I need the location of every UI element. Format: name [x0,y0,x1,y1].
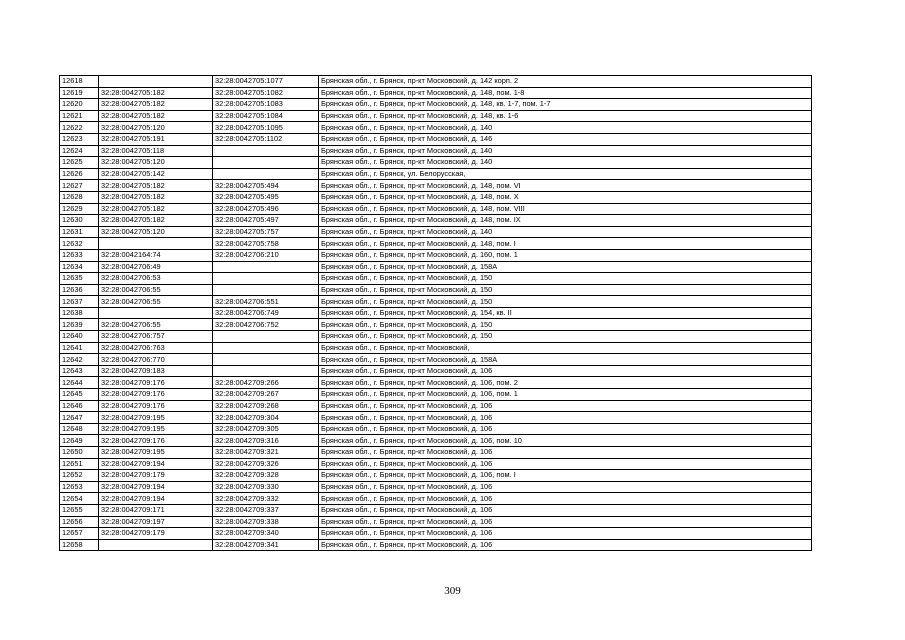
parcel-number-cell: 32:28:0042705:191 [99,133,213,145]
row-number-cell: 12621 [60,110,99,122]
address-cell: Брянская обл., г. Брянск, пр-кт Московский, д. 106 [319,458,812,470]
registry-table-body [60,76,812,551]
parcel-number-cell: 32:28:0042705:182 [99,110,213,122]
object-number-cell: 32:28:0042709:268 [213,400,319,412]
parcel-number-cell: 32:28:0042709:197 [99,516,213,528]
table-row [60,354,812,366]
address-cell: Брянская обл., г. Брянск, пр-кт Московский, д. 106 [319,400,812,412]
address-cell: Брянская обл., г. Брянск, пр-кт Московский, д. 148, пом. 1-8 [319,87,812,99]
address-cell: Брянская обл., г. Брянск, пр-кт Московский, д. 148, пом. VIII [319,203,812,215]
object-number-cell: 32:28:0042705:757 [213,226,319,238]
parcel-number-cell: 32:28:0042705:118 [99,145,213,157]
parcel-number-cell: 32:28:0042709:176 [99,377,213,389]
address-cell: Брянская обл., г. Брянск, пр-кт Московский, д. 150 [319,284,812,296]
object-number-cell: 32:28:0042709:316 [213,435,319,447]
parcel-number-cell: 32:28:0042709:183 [99,365,213,377]
parcel-number-cell: 32:28:0042709:176 [99,435,213,447]
row-number-cell: 12624 [60,145,99,157]
table-row [60,296,812,308]
table-row [60,342,812,354]
address-cell: Брянская обл., г. Брянск, пр-кт Московский, д. 106, пом. 10 [319,435,812,447]
parcel-number-cell [99,238,213,250]
parcel-number-cell: 32:28:0042706:49 [99,261,213,273]
parcel-number-cell: 32:28:0042706:763 [99,342,213,354]
table-row [60,168,812,180]
parcel-number-cell: 32:28:0042705:182 [99,180,213,192]
row-number-cell: 12626 [60,168,99,180]
table-row [60,145,812,157]
address-cell: Брянская обл., г. Брянск, пр-кт Московский, д. 106, пом. I [319,470,812,482]
row-number-cell: 12640 [60,331,99,343]
address-cell: Брянская обл., г. Брянск, пр-кт Московский, д. 146 [319,133,812,145]
row-number-cell: 12629 [60,203,99,215]
address-cell: Брянская обл., г. Брянск, пр-кт Московский, д. 106 [319,481,812,493]
parcel-number-cell: 32:28:0042709:194 [99,481,213,493]
table-row [60,157,812,169]
row-number-cell: 12656 [60,516,99,528]
object-number-cell: 32:28:0042709:328 [213,470,319,482]
table-row [60,215,812,227]
parcel-number-cell: 32:28:0042705:182 [99,203,213,215]
parcel-number-cell: 32:28:0042709:194 [99,458,213,470]
address-cell: Брянская обл., г. Брянск, пр-кт Московский, д. 148, пом. I [319,238,812,250]
address-cell: Брянская обл., г. Брянск, пр-кт Московский, д. 140 [319,157,812,169]
row-number-cell: 12641 [60,342,99,354]
address-cell: Брянская обл., г. Брянск, пр-кт Московский, д. 148, кв. 1-7, пом. 1-7 [319,99,812,111]
table-row [60,539,812,551]
address-cell: Брянская обл., г. Брянск, пр-кт Московский, д. 158А [319,354,812,366]
row-number-cell: 12619 [60,87,99,99]
object-number-cell: 32:28:0042709:338 [213,516,319,528]
object-number-cell: 32:28:0042709:267 [213,389,319,401]
object-number-cell: 32:28:0042705:1095 [213,122,319,134]
row-number-cell: 12643 [60,365,99,377]
table-row [60,435,812,447]
object-number-cell: 32:28:0042705:497 [213,215,319,227]
address-cell: Брянская обл., г. Брянск, пр-кт Московский, д. 148, пом. X [319,191,812,203]
object-number-cell: 32:28:0042706:752 [213,319,319,331]
object-number-cell: 32:28:0042709:321 [213,447,319,459]
address-cell: Брянская обл., г. Брянск, пр-кт Московский, д. 142 корп. 2 [319,76,812,88]
object-number-cell: 32:28:0042705:758 [213,238,319,250]
parcel-number-cell: 32:28:0042164:74 [99,249,213,261]
table-row [60,261,812,273]
table-row [60,389,812,401]
object-number-cell: 32:28:0042705:1077 [213,76,319,88]
table-row [60,447,812,459]
address-cell: Брянская обл., г. Брянск, пр-кт Московский, д. 158А [319,261,812,273]
registry-table [59,75,812,551]
parcel-number-cell: 32:28:0042706:55 [99,296,213,308]
table-row [60,180,812,192]
parcel-number-cell: 32:28:0042709:195 [99,423,213,435]
address-cell: Брянская обл., г. Брянск, пр-кт Московский, д. 106 [319,365,812,377]
table-row [60,493,812,505]
table-row [60,122,812,134]
address-cell: Брянская обл., г. Брянск, пр-кт Московский, [319,342,812,354]
object-number-cell: 32:28:0042706:749 [213,307,319,319]
table-row [60,76,812,88]
object-number-cell: 32:28:0042709:266 [213,377,319,389]
table-row [60,273,812,285]
address-cell: Брянская обл., г. Брянск, пр-кт Московский, д. 140 [319,122,812,134]
parcel-number-cell: 32:28:0042705:142 [99,168,213,180]
table-row [60,412,812,424]
table-row [60,470,812,482]
parcel-number-cell: 32:28:0042705:182 [99,215,213,227]
object-number-cell [213,261,319,273]
object-number-cell [213,273,319,285]
row-number-cell: 12649 [60,435,99,447]
row-number-cell: 12637 [60,296,99,308]
address-cell: Брянская обл., г. Брянск, пр-кт Московский, д. 148, пом. VI [319,180,812,192]
table-row [60,377,812,389]
table-row [60,249,812,261]
row-number-cell: 12628 [60,191,99,203]
object-number-cell [213,365,319,377]
parcel-number-cell [99,539,213,551]
object-number-cell [213,354,319,366]
address-cell: Брянская обл., г. Брянск, пр-кт Московский, д. 106 [319,423,812,435]
table-row [60,238,812,250]
address-cell: Брянская обл., г. Брянск, пр-кт Московский, д. 148, пом. IX [319,215,812,227]
object-number-cell [213,342,319,354]
parcel-number-cell: 32:28:0042706:55 [99,284,213,296]
table-row [60,319,812,331]
object-number-cell [213,145,319,157]
parcel-number-cell: 32:28:0042709:176 [99,400,213,412]
table-row [60,423,812,435]
row-number-cell: 12634 [60,261,99,273]
row-number-cell: 12627 [60,180,99,192]
row-number-cell: 12650 [60,447,99,459]
table-row [60,481,812,493]
row-number-cell: 12625 [60,157,99,169]
address-cell: Брянская обл., г. Брянск, пр-кт Московский, д. 106 [319,447,812,459]
address-cell: Брянская обл., г. Брянск, пр-кт Московский, д. 106 [319,504,812,516]
object-number-cell: 32:28:0042705:1083 [213,99,319,111]
object-number-cell: 32:28:0042709:340 [213,528,319,540]
row-number-cell: 12651 [60,458,99,470]
row-number-cell: 12655 [60,504,99,516]
address-cell: Брянская обл., г. Брянск, пр-кт Московский, д. 106 [319,539,812,551]
object-number-cell: 32:28:0042705:495 [213,191,319,203]
row-number-cell: 12638 [60,307,99,319]
object-number-cell: 32:28:0042709:326 [213,458,319,470]
object-number-cell: 32:28:0042709:341 [213,539,319,551]
parcel-number-cell: 32:28:0042709:195 [99,412,213,424]
object-number-cell [213,157,319,169]
object-number-cell: 32:28:0042709:304 [213,412,319,424]
object-number-cell: 32:28:0042709:332 [213,493,319,505]
parcel-number-cell: 32:28:0042706:757 [99,331,213,343]
row-number-cell: 12652 [60,470,99,482]
address-cell: Брянская обл., г. Брянск, пр-кт Московский, д. 160, пом. 1 [319,249,812,261]
parcel-number-cell: 32:28:0042705:120 [99,157,213,169]
address-cell: Брянская обл., г. Брянск, пр-кт Московский, д. 140 [319,145,812,157]
row-number-cell: 12646 [60,400,99,412]
table-row [60,400,812,412]
parcel-number-cell: 32:28:0042705:182 [99,87,213,99]
address-cell: Брянская обл., г. Брянск, пр-кт Московский, д. 106, пом. 2 [319,377,812,389]
row-number-cell: 12642 [60,354,99,366]
parcel-number-cell: 32:28:0042706:770 [99,354,213,366]
row-number-cell: 12653 [60,481,99,493]
object-number-cell: 32:28:0042706:210 [213,249,319,261]
address-cell: Брянская обл., г. Брянск, пр-кт Московский, д. 150 [319,296,812,308]
table-row [60,110,812,122]
row-number-cell: 12657 [60,528,99,540]
object-number-cell [213,284,319,296]
row-number-cell: 12648 [60,423,99,435]
table-row [60,365,812,377]
parcel-number-cell: 32:28:0042705:182 [99,99,213,111]
table-row [60,516,812,528]
address-cell: Брянская обл., г. Брянск, пр-кт Московский, д. 106 [319,493,812,505]
table-row [60,284,812,296]
address-cell: Брянская обл., г. Брянск, пр-кт Московский, д. 154, кв. II [319,307,812,319]
object-number-cell [213,331,319,343]
object-number-cell [213,168,319,180]
address-cell: Брянская обл., г. Брянск, пр-кт Московский, д. 106 [319,516,812,528]
row-number-cell: 12635 [60,273,99,285]
table-row [60,528,812,540]
parcel-number-cell: 32:28:0042705:120 [99,122,213,134]
table-row [60,99,812,111]
address-cell: Брянская обл., г. Брянск, пр-кт Московский, д. 150 [319,273,812,285]
row-number-cell: 12620 [60,99,99,111]
parcel-number-cell: 32:28:0042709:179 [99,470,213,482]
table-row [60,307,812,319]
row-number-cell: 12632 [60,238,99,250]
object-number-cell: 32:28:0042709:337 [213,504,319,516]
object-number-cell: 32:28:0042705:1102 [213,133,319,145]
table-row [60,504,812,516]
object-number-cell: 32:28:0042705:496 [213,203,319,215]
row-number-cell: 12658 [60,539,99,551]
row-number-cell: 12623 [60,133,99,145]
table-row [60,458,812,470]
parcel-number-cell: 32:28:0042709:194 [99,493,213,505]
object-number-cell: 32:28:0042709:305 [213,423,319,435]
row-number-cell: 12645 [60,389,99,401]
page-number: 309 [444,585,461,597]
row-number-cell: 12639 [60,319,99,331]
parcel-number-cell [99,307,213,319]
row-number-cell: 12644 [60,377,99,389]
address-cell: Брянская обл., г. Брянск, пр-кт Московский, д. 106 [319,528,812,540]
row-number-cell: 12631 [60,226,99,238]
table-row [60,87,812,99]
address-cell: Брянская обл., г. Брянск, пр-кт Московский, д. 150 [319,319,812,331]
table-row [60,331,812,343]
address-cell: Брянская обл., г. Брянск, пр-кт Московский, д. 106 [319,412,812,424]
row-number-cell: 12636 [60,284,99,296]
parcel-number-cell: 32:28:0042706:53 [99,273,213,285]
parcel-number-cell: 32:28:0042709:195 [99,447,213,459]
address-cell: Брянская обл., г. Брянск, ул. Белорусская, [319,168,812,180]
parcel-number-cell: 32:28:0042709:179 [99,528,213,540]
row-number-cell: 12630 [60,215,99,227]
parcel-number-cell: 32:28:0042709:176 [99,389,213,401]
address-cell: Брянская обл., г. Брянск, пр-кт Московский, д. 150 [319,331,812,343]
address-cell: Брянская обл., г. Брянск, пр-кт Московский, д. 106, пом. 1 [319,389,812,401]
address-cell: Брянская обл., г. Брянск, пр-кт Московский, д. 140 [319,226,812,238]
object-number-cell: 32:28:0042705:1084 [213,110,319,122]
object-number-cell: 32:28:0042706:551 [213,296,319,308]
table-row [60,203,812,215]
parcel-number-cell [99,76,213,88]
table-row [60,226,812,238]
row-number-cell: 12622 [60,122,99,134]
parcel-number-cell: 32:28:0042705:120 [99,226,213,238]
row-number-cell: 12654 [60,493,99,505]
object-number-cell: 32:28:0042705:1082 [213,87,319,99]
object-number-cell: 32:28:0042705:494 [213,180,319,192]
parcel-number-cell: 32:28:0042709:171 [99,504,213,516]
parcel-number-cell: 32:28:0042705:182 [99,191,213,203]
row-number-cell: 12633 [60,249,99,261]
table-row [60,133,812,145]
row-number-cell: 12618 [60,76,99,88]
object-number-cell: 32:28:0042709:330 [213,481,319,493]
parcel-number-cell: 32:28:0042706:55 [99,319,213,331]
row-number-cell: 12647 [60,412,99,424]
address-cell: Брянская обл., г. Брянск, пр-кт Московский, д. 148, кв. 1-6 [319,110,812,122]
table-row [60,191,812,203]
